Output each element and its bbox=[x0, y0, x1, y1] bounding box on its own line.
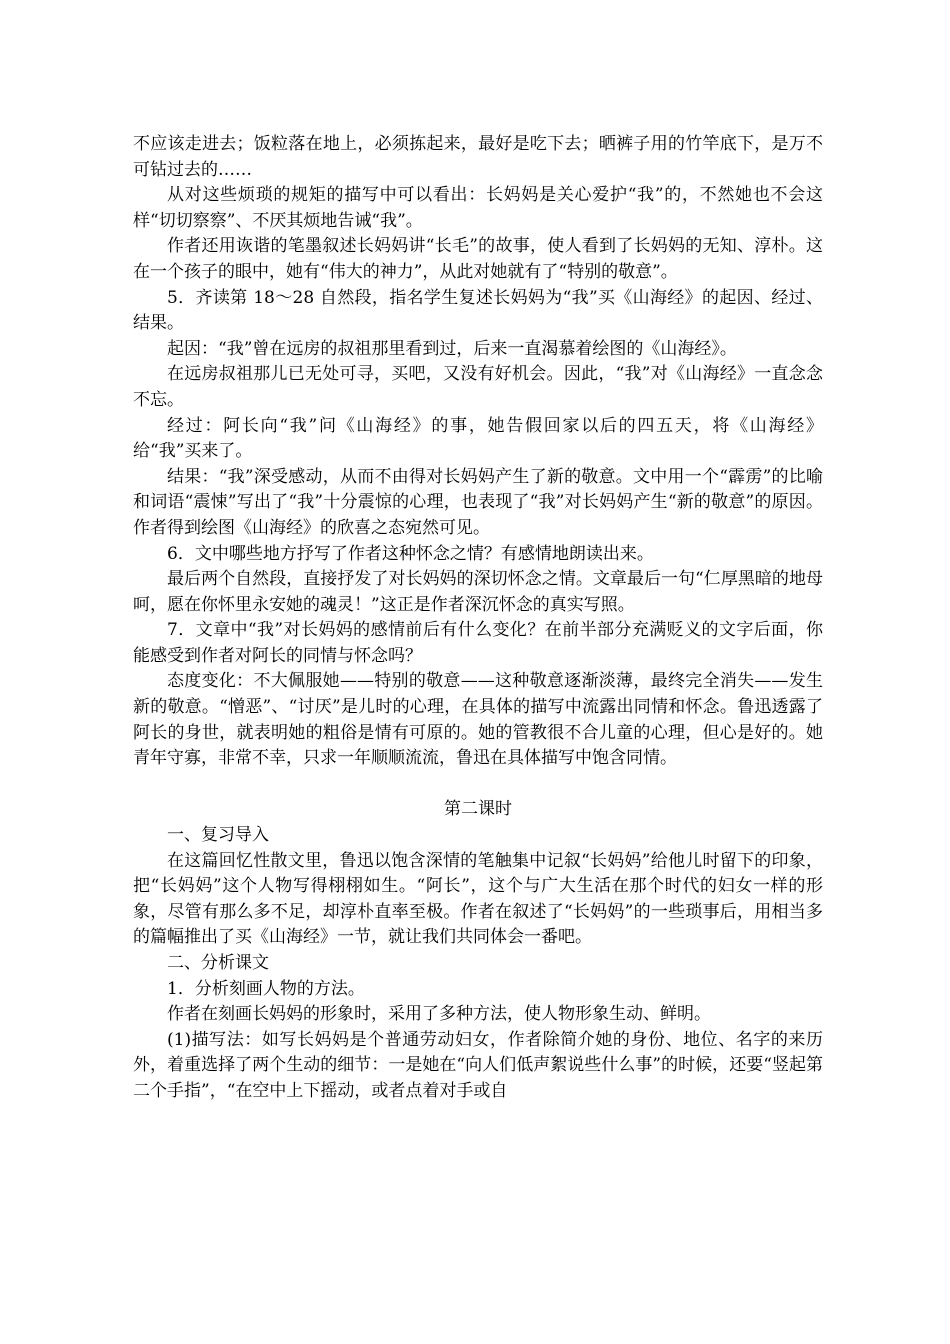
document-page bbox=[133, 132, 823, 1105]
paragraph: 在远房叔祖那儿已无处可寻，买吧，又没有好机会。因此，“我”对《山海经》一直念念不忘。 bbox=[133, 364, 823, 410]
question-paragraph: 5．齐读第 18～28 自然段，指名学生复述长妈妈为“我”买《山海经》的起因、经过、结果。 bbox=[133, 287, 823, 334]
paragraph: 结果：“我”深受感动，从而不由得对长妈妈产生了新的敬意。文中用一个“霹雳”的比喻和词语“震悚”写出了“我”十分震惊的心理，也表现了“我”对长妈妈产生“新的敬意”的原因。作者得到绘图《山海经》的欣喜之态宛然可见。 bbox=[133, 466, 823, 538]
paragraph: 经过：阿长向“我”问《山海经》的事，她告假回家以后的四五天，将《山海经》给“我”买来了。 bbox=[133, 415, 823, 462]
question-paragraph: 6．文中哪些地方抒写了作者这种怀念之情？有感情地朗读出来。 bbox=[167, 543, 654, 564]
question-paragraph: 7．文章中“我”对长妈妈的感情前后有什么变化？在前半部分充满贬义的文字后面，你能感受到作者对阿长的同情与怀念吗？ bbox=[133, 620, 823, 666]
question-paragraph: 1．分析刻画人物的方法。 bbox=[167, 978, 365, 999]
paragraph-continued: 不应该走进去；饭粒落在地上，必须拣起来，最好是吃下去；晒裤子用的竹竿底下，是万不可钻过去的…… bbox=[133, 134, 823, 180]
paragraph: 最后两个自然段，直接抒发了对长妈妈的深切怀念之情。文章最后一句“仁厚黑暗的地母呵，愿在你怀里永安她的魂灵！”这正是作者深沉怀念的真实写照。 bbox=[133, 569, 823, 615]
paragraph: 态度变化：不大佩服她——特别的敬意——这种敬意逐渐淡薄，最终完全消失——发生新的敬意。“憎恶”、“讨厌”是儿时的心理，在具体的描写中流露出同情和怀念。鲁迅透露了阿长的身世，就表明她的粗俗是情有可原的。她的管教很不合儿童的心理，但心是好的。她青年守寡，非常不幸，只求一年顺顺流流，鲁迅在具体描写中饱含同情。 bbox=[133, 671, 823, 769]
paragraph: 作者还用诙谐的笔墨叙述长妈妈讲“长毛”的故事，使人看到了长妈妈的无知、淳朴。这在一个孩子的眼中，她有“伟大的神力”，从此对她就有了“特别的敬意”。 bbox=[133, 236, 823, 282]
section-title: 第二课时 bbox=[444, 799, 512, 820]
paragraph: 起因：“我”曾在远房的叔祖那里看到过，后来一直渴慕着绘图的《山海经》。 bbox=[167, 338, 737, 359]
paragraph: 作者在刻画长妈妈的形象时，采用了多种方法，使人物形象生动、鲜明。 bbox=[167, 1004, 711, 1025]
paragraph: 从对这些烦琐的规矩的描写中可以看出：长妈妈是关心爱护“我”的，不然她也不会这样“切切察察”、不厌其烦地告诫“我”。 bbox=[133, 185, 823, 231]
spacer bbox=[133, 772, 823, 798]
paragraph: (1)描写法：如写长妈妈是个普通劳动妇女，作者除简介她的身份、地位、名字的来历外，着重选择了两个生动的细节：一是她在“向人们低声絮说些什么事”的时候，还要“竖起第二个手指”，“在空中上下摇动，或者点着对手或自 bbox=[133, 1029, 823, 1101]
subheading: 二、分析课文 bbox=[167, 953, 269, 973]
paragraph: 在这篇回忆性散文里，鲁迅以饱含深情的笔触集中记叙“长妈妈”给他儿时留下的印象，把“长妈妈”这个人物写得栩栩如生。“阿长”，这个与广大生活在那个时代的妇女一样的形象，尽管有那么多不足，却淳朴直率至极。作者在叙述了“长妈妈”的一些琐事后，用相当多的篇幅推出了买《山海经》一节，就让我们共同体会一番吧。 bbox=[133, 850, 823, 948]
subheading: 一、复习导入 bbox=[167, 825, 269, 846]
